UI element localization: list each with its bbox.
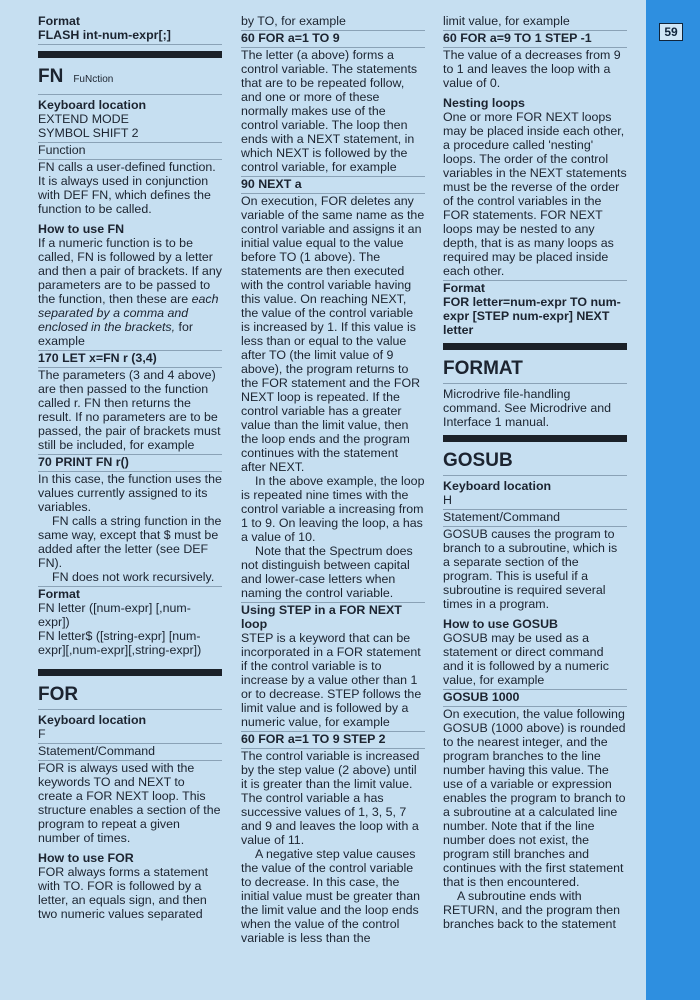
gosub-keyboard-heading: Keyboard location (443, 479, 552, 493)
gosub-type: Statement/Command (443, 510, 627, 527)
gosub-title: GOSUB (443, 450, 627, 476)
fn-howto-tail: for example (38, 320, 193, 348)
for-text6: A negative step value causes the value of the control variable to decrease. In this case, the initial value must be greater than the limit value and the loop ends when the value of the control variable is less than the (241, 847, 421, 945)
gosub-howto-heading: How to use GOSUB (443, 617, 558, 631)
code-line: 60 FOR a=1 TO 9 STEP 2 (241, 732, 425, 749)
format-heading: Format (38, 14, 80, 28)
fn-howto-italic: each separated by a comma and enclosed in the brackets, (38, 292, 219, 334)
step-text: STEP is a keyword that can be incorporated in a FOR statement if the control variable is to increase by a value other than 1 or to decrease. STEP follows the limit value and is followed by a numeric value, for example (241, 631, 425, 732)
fn-params-text: The parameters (3 and 4 above) are then passed to the function called r. FN then returns the result. If no parameters are to be passed, the pair of brackets must still be included, for example (38, 368, 222, 455)
fn-title (38, 66, 222, 95)
for-text1: The letter (a above) forms a control variable. The statements that are to be repeated follow, and one or more of these normally makes use of the control variable. The loop then ends with a NEXT statement, in which NEXT is followed by the control variable, for example (241, 48, 425, 177)
fn-keyboard-line1: EXTEND MODE (38, 112, 129, 126)
format-description: Microdrive file-handling command. See Microdrive and Interface 1 manual. (443, 387, 612, 429)
column-2 (241, 14, 425, 945)
fn-format-line1: FN letter ([num-expr] [,num-expr]) (38, 601, 191, 629)
for-format-heading: Format (443, 281, 485, 295)
code-line: 60 FOR a=1 TO 9 (241, 31, 425, 48)
fn-howto-heading: How to use FN (38, 222, 125, 236)
format-title: FORMAT (443, 358, 627, 384)
fn-subtitle: FuNction (73, 74, 114, 85)
for-title: FOR (38, 684, 222, 710)
code-line: GOSUB 1000 (443, 690, 627, 707)
gosub-description: GOSUB causes the program to branch to a subroutine, which is a separate section of the program. This is useful if a subroutine is required several times in a program. (443, 527, 618, 611)
fn-keyboard-heading: Keyboard location (38, 98, 147, 112)
for-text2: On execution, FOR deletes any variable of the same name as the control variable and assigns it an initial value equal to the value before TO (1 above). The statements are then executed with the control variable having this value. On reaching NEXT, the value of the control variable is increased by 1. If this value is less than or equal to the value after TO (the limit value of 9 above), the program returns to the FOR statement and the FOR NEXT loop is repeated. If the control variable has a greater value than the limit value, then the loop ends and the program continues with the statement after NEXT. (241, 194, 425, 474)
section-divider-bar (38, 51, 222, 58)
fn-recursive-text: FN does not work recursively. (38, 570, 222, 587)
for-decrease-text: The value of a decreases from 9 to 1 and leaves the loop with a value of 0. (443, 48, 621, 90)
step-heading: Using STEP in a FOR NEXT loop (241, 603, 402, 631)
for-keyboard-value: F (38, 727, 222, 744)
for-intro: by TO, for example (241, 14, 425, 31)
section-divider-bar (38, 669, 222, 676)
for-type: Statement/Command (38, 744, 222, 761)
code-line: 90 NEXT a (241, 177, 425, 194)
for-limit-intro: limit value, for example (443, 14, 627, 31)
nesting-heading: Nesting loops (443, 96, 525, 110)
fn-howto-text (38, 236, 222, 351)
gosub-subroutine-text: A subroutine ends with RETURN, and the program then branches back to the statement (443, 889, 620, 931)
flash-format-line: FLASH int-num-expr[;] (38, 28, 222, 45)
for-text3: In the above example, the loop is repeated nine times with the control variable a increasing from 1 to 9. On leaving the loop, a has a value of 10. (241, 474, 425, 544)
for-howto-heading: How to use FOR (38, 851, 134, 865)
for-description: FOR is always used with the keywords TO and NEXT to create a FOR NEXT loop. This structure enables a section of the program to repeat a given number of times. (38, 761, 221, 845)
nesting-text: One or more FOR NEXT loops may be placed inside each other, a procedure called 'nesting' loops. The order of the control variables in the NEXT statements must be the reverse of the order of the control variables in the FOR statements. FOR NEXT loops may be nested to any depth, that is as many loops as required may be placed inside each other. (443, 110, 627, 281)
for-text4: Note that the Spectrum does not distinguish between capital and lower-case letters when naming the control variable. (241, 544, 425, 603)
page-edge-tab (646, 0, 700, 1000)
page-number: 59 (659, 23, 683, 41)
gosub-exec-text: On execution, the value following GOSUB (1000 above) is rounded to the nearest integer, and the program branches to the line number having this value. The use of a variable or expression enables the program to branch to a subroutine at a calculated line number. Note that if the line number does not exist, the program still branches and continues with the first statement that is then encountered. (443, 707, 626, 889)
fn-format-heading: Format (38, 587, 80, 601)
column-3 (443, 14, 627, 931)
for-howto-text: FOR always forms a statement with TO. FOR is followed by a letter, an equals sign, and then two numeric values separated (38, 865, 209, 921)
fn-function-label: Function (38, 143, 222, 160)
fn-case-text: In this case, the function uses the values currently assigned to its variables. (38, 472, 222, 514)
fn-string-text: FN calls a string function in the same way, except that $ must be added after the letter (see DEF FN). (38, 514, 222, 570)
for-text5: The control variable is increased by the step value (2 above) until it is greater than the limit value. The control variable a has successive values of 1, 3, 5, 7 and 9 and leaves the loop with a value of 11. (241, 749, 420, 847)
fn-title-text: FN (38, 66, 64, 87)
code-line: 60 FOR a=9 TO 1 STEP -1 (443, 31, 627, 48)
section-divider-bar (443, 343, 627, 350)
fn-format-line2: FN letter$ ([string-expr] [num-expr][,num-expr][,string-expr]) (38, 629, 202, 657)
code-line: 170 LET x=FN r (3,4) (38, 351, 222, 368)
section-divider-bar (443, 435, 627, 442)
fn-keyboard-line2: SYMBOL SHIFT 2 (38, 126, 222, 143)
gosub-howto-text: GOSUB may be used as a statement or direct command and it is followed by a numeric value, for example (443, 631, 627, 690)
for-keyboard-heading: Keyboard location (38, 713, 147, 727)
column-1 (38, 14, 222, 921)
code-line: 70 PRINT FN r() (38, 455, 222, 472)
for-format-text: FOR letter=num-expr TO num-expr [STEP num-expr] NEXT letter (443, 295, 621, 337)
gosub-keyboard-value: H (443, 493, 627, 510)
fn-description: FN calls a user-defined function. It is always used in conjunction with DEF FN, which defines the function to be called. (38, 160, 216, 216)
fn-howto-body: If a numeric function is to be called, FN is followed by a letter and then a pair of brackets. If any parameters are to be passed to the function, then these are (38, 236, 222, 306)
